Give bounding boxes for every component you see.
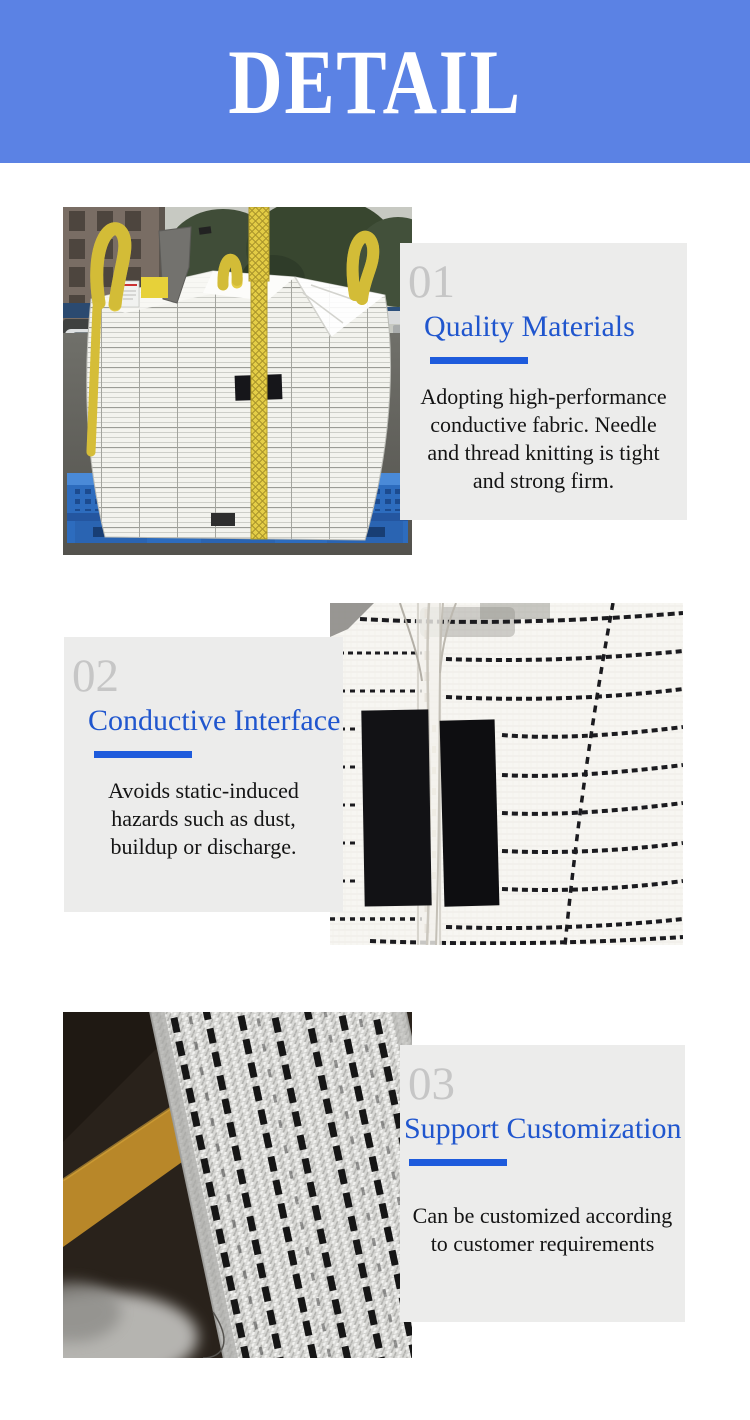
info-card-conductive-interface xyxy=(64,637,343,912)
page-title: DETAIL xyxy=(228,30,522,133)
info-card-quality-materials xyxy=(400,243,687,520)
section-title: Support Customization xyxy=(404,1112,682,1145)
title-underline xyxy=(430,357,528,364)
bag-photo-illustration xyxy=(63,207,412,555)
section-body-line: and strong firm. xyxy=(472,467,615,493)
section-body xyxy=(64,777,343,861)
section-body-line: to customer requirements xyxy=(430,1230,655,1256)
section-body-line: buildup or discharge. xyxy=(110,833,297,859)
section-body xyxy=(400,383,687,496)
info-card-support-customization xyxy=(400,1045,685,1322)
title-underline xyxy=(94,751,192,758)
webbing-strap-illustration xyxy=(63,1012,412,1358)
photo-quality-materials xyxy=(63,207,412,555)
photo-support-customization xyxy=(63,1012,412,1358)
fabric-closeup-illustration xyxy=(330,603,683,945)
section-body-line: Avoids static-induced xyxy=(108,777,299,803)
section-body-line: conductive fabric. Needle xyxy=(430,411,657,437)
section-number: 03 xyxy=(408,1058,455,1110)
section-body-line: Adopting high-performance xyxy=(420,383,667,409)
section-title: Conductive Interface xyxy=(88,704,341,737)
detail-banner xyxy=(0,0,750,163)
section-number: 01 xyxy=(408,256,455,308)
section-body-line: hazards such as dust, xyxy=(111,805,296,831)
section-number: 02 xyxy=(72,650,119,702)
section-body-line: and thread knitting is tight xyxy=(427,439,660,465)
section-body-line: Can be customized according xyxy=(412,1202,673,1228)
section-title: Quality Materials xyxy=(424,310,635,343)
title-underline xyxy=(409,1159,507,1166)
photo-conductive-interface xyxy=(330,603,683,945)
section-body xyxy=(400,1202,685,1258)
